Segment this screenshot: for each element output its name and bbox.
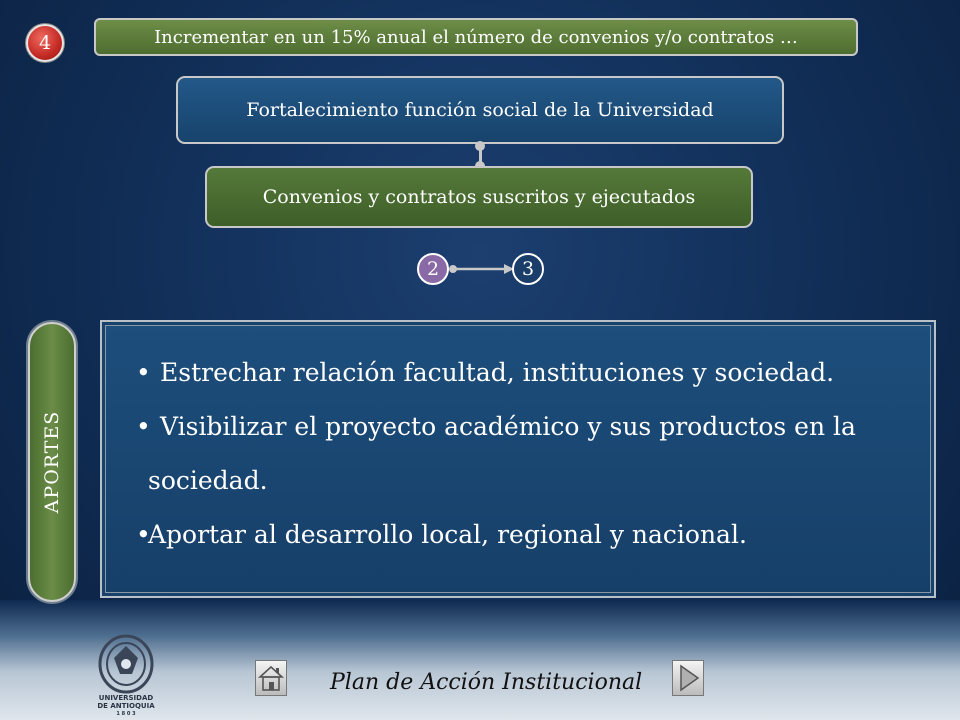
bullet-mark: • [136,520,151,549]
list-item [136,412,914,496]
step-3-circle[interactable] [512,253,544,285]
bullet-text: Estrechar relación facultad, instituciones y sociedad. [160,358,835,387]
aportes-panel [100,320,936,598]
aportes-list [136,358,914,550]
indicator-text: Convenios y contratos suscritos y ejecutados [262,186,696,208]
goal-text: Incrementar en un 15% anual el número de convenios y/o contratos … [154,26,798,48]
indicator-box [205,166,753,228]
footer-title: Plan de Acción Institucional [330,670,643,695]
logo-line-2: DE ANTIOQUIA [97,702,155,710]
goal-banner [94,18,858,56]
home-button[interactable] [255,660,287,696]
logo-line-1: UNIVERSIDAD [98,694,154,702]
list-item [136,358,914,388]
goal-number-badge [26,24,64,62]
arrow-right-icon [448,262,514,276]
university-logo [86,634,166,716]
goal-number: 4 [38,32,52,54]
bullet-mark: • [136,412,151,441]
bullet-text: Visibilizar el proyecto académico y sus productos en la [160,412,856,441]
aportes-tab [28,322,76,602]
play-next-icon [673,661,703,695]
aportes-label: APORTES [41,410,63,514]
next-slide-button[interactable] [672,660,704,696]
step-2-circle[interactable] [417,253,449,285]
strategy-box [176,76,784,144]
strategy-text: Fortalecimiento función social de la Universidad [246,99,714,121]
step-3-label: 3 [521,258,535,280]
bullet-text-continuation: sociedad. [148,466,268,495]
logo-line-3: 1 8 0 3 [116,711,136,717]
bullet-text: Aportar al desarrollo local, regional y nacional. [148,520,747,549]
list-item [136,520,914,550]
step-2-label: 2 [426,258,440,280]
bullet-mark: • [136,358,151,387]
home-icon [256,661,286,695]
logo-caption [86,694,166,718]
